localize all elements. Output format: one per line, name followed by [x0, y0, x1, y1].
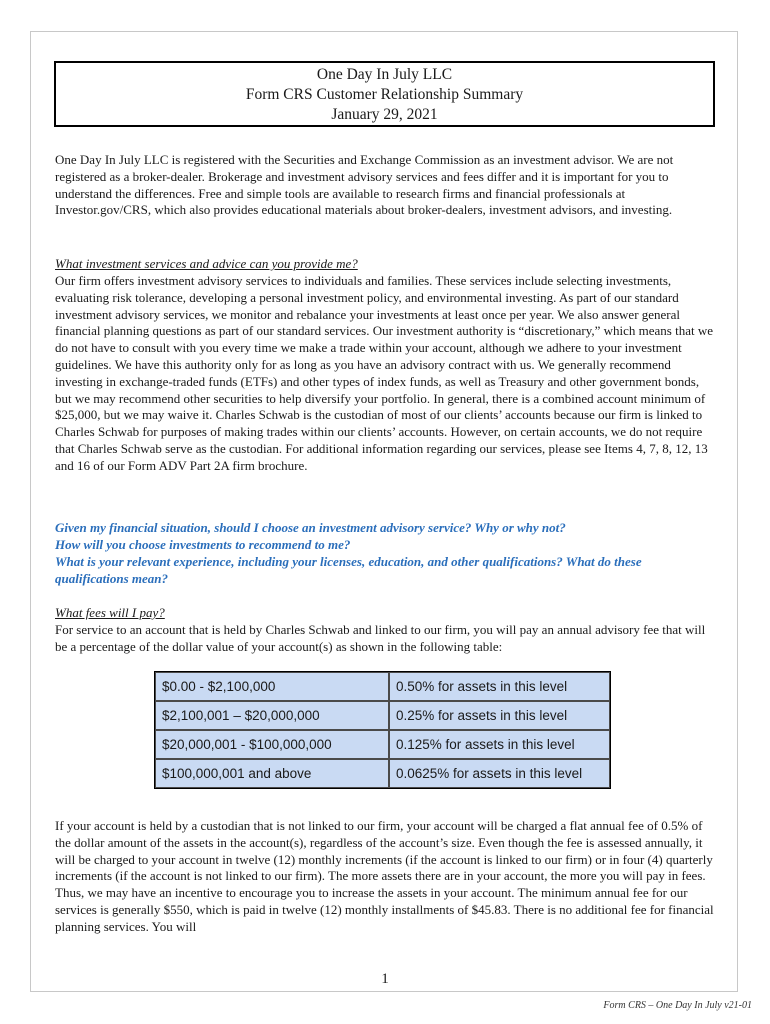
table-row	[155, 701, 610, 730]
question-experience: What is your relevant experience, including your licenses, education, and other qualifications? What do these qualifications mean?	[55, 554, 642, 586]
fee-table	[154, 671, 611, 789]
fee-rate-cell: 0.25% for assets in this level	[389, 701, 610, 730]
fee-rate-cell: 0.50% for assets in this level	[389, 672, 610, 701]
custodian-fee-paragraph: If your account is held by a custodian that is not linked to our firm, your account will be charged a flat annual fee of 0.5% of the dollar amount of the assets in the account(s), regardless of the account’s size. Even though the fee is assessed annually, it will be charged to your account in twelve (12) monthly increments (if the account is linked to our firm) or in four (4) quarterly increments (if the account is not linked to our firm). The more assets there are in your account, the more you will pay in fees. Thus, we may have an incentive to encourage you to increase the assets in your account. The minimum annual fee for our services is generally $550, which is paid in twelve (12) monthly installments of $45.83. There is no additional fee for financial planning services. You will	[55, 818, 714, 934]
services-paragraph: Our firm offers investment advisory services to individuals and families. These services include selecting investments, evaluating risk tolerance, developing a personal investment policy, and environmental investing. As part of our standard investment advisory services, we monitor and rebalance your investments at least once per year. We also answer general financial planning questions as part of our standard services. Our investment authority is “discretionary,” which means that we do not have to consult with you every time we make a trade within your account, although we adhere to your investment guidelines. We have this authority only for as long as you have an advisory contract with us. We generally recommend investing in exchange-traded funds (ETFs) and other types of index funds, as well as Treasury and other government bonds, but we may recommend other securities to help diversify your portfolio. In general, there is a combined account minimum of $25,000, but we may waive it. Charles Schwab is the custodian of most of our clients’ accounts because our firm is linked to Charles Schwab for purposes of making trades within our clients’ accounts. However, on certain accounts, we do not require that Charles Schwab serve as the custodian. For additional information regarding our services, please see Items 4, 7, 8, 12, 13 and 16 of our Form ADV Part 2A firm brochure.	[55, 273, 713, 473]
title-box	[54, 61, 715, 127]
question-choose-investments: How will you choose investments to recommend to me?	[55, 537, 351, 552]
fee-rate-cell: 0.0625% for assets in this level	[389, 759, 610, 788]
fees-paragraph: For service to an account that is held by Charles Schwab and linked to our firm, you will pay an annual advisory fee that will be a percentage of the dollar value of your account(s) as shown in the following table:	[55, 622, 706, 654]
table-row	[155, 759, 610, 788]
conversation-starters	[55, 519, 717, 587]
page-number: 1	[381, 971, 389, 987]
table-row	[155, 730, 610, 759]
fee-range-cell: $100,000,001 and above	[155, 759, 389, 788]
footer-version: Form CRS – One Day In July v21-01	[603, 1000, 752, 1011]
fee-range-cell: $0.00 - $2,100,000	[155, 672, 389, 701]
fee-range-cell: $2,100,001 – $20,000,000	[155, 701, 389, 730]
fee-rate-cell: 0.125% for assets in this level	[389, 730, 610, 759]
table-row	[155, 672, 610, 701]
firm-name: One Day In July LLC	[316, 66, 453, 83]
services-heading: What investment services and advice can you provide me?	[55, 256, 358, 271]
form-date: January 29, 2021	[331, 106, 438, 123]
intro-paragraph: One Day In July LLC is registered with the Securities and Exchange Commission as an investment advisor. We are not registered as a broker-dealer. Brokerage and investment advisory services and fees differ and it is important for you to understand the differences. Free and simple tools are available to research firms and financial professionals at Investor.gov/CRS, which also provides educational materials about broker-dealers, investment advisors, and investing.	[55, 152, 674, 218]
fee-range-cell: $20,000,001 - $100,000,000	[155, 730, 389, 759]
form-title: Form CRS Customer Relationship Summary	[245, 86, 524, 103]
fees-heading: What fees will I pay?	[55, 605, 165, 620]
question-advisory-service: Given my financial situation, should I choose an investment advisory service? Why or why not?	[55, 520, 566, 535]
